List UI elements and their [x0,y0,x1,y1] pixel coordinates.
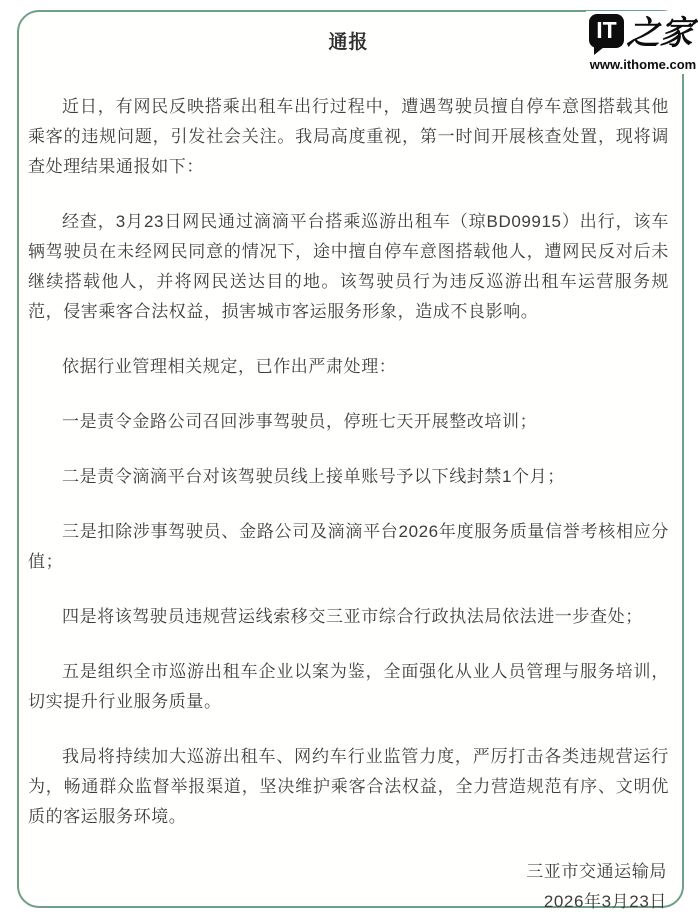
ithome-speech-tail-icon [594,47,604,55]
notice-paragraph-measure-1: 一是责令金路公司召回涉事驾驶员，停班七天开展整改培训； [62,412,538,431]
notice-paragraph-measure-3: 三是扣除涉事驾驶员、金路公司及滴滴平台2026年度服务质量信誉考核相应分值； [28,522,669,571]
notice-paragraph-measure-4: 四是将该驾驶员违规营运线索移交三亚市综合行政执法局依法进一步查处； [62,607,643,626]
ithome-it-text: IT [596,17,617,43]
ithome-logo [586,11,698,74]
notice-card [17,10,684,911]
signature-block [28,857,669,917]
notice-paragraph-intro: 近日，有网民反映搭乘出租车出行过程中，遭遇驾驶员擅自停车意图搭载其他乘客的违规问题，引发社会关注。我局高度重视，第一时间开展核查处置，现将调查处理结果通报如下： [28,97,669,176]
signature-org: 三亚市交通运输局 [526,862,667,881]
ithome-url: www.ithome.com [589,57,697,72]
ithome-it-icon [589,14,624,48]
notice-paragraph-findings: 经查，3月23日网民通过滴滴平台搭乘巡游出租车（琼BD09915）出行，该车辆驾驶员在未经网民同意的情况下，途中擅自停车意图搭载他人，遭网民反对后未继续搭载他人，并将网民送达目的地。该驾驶员行为违反巡游出租车运营服务规范，侵害乘客合法权益，损害城市客运服务形象，造成不良影响。 [28,212,669,321]
notice-paragraph-measure-2: 二是责令滴滴平台对该驾驶员线上接单账号予以下线封禁1个月； [62,467,565,486]
signature-date: 2026年3月23日 [543,892,667,911]
ithome-zhijia-calligraphy: 之家 [625,13,695,52]
notice-paragraph-measure-5: 五是组织全市巡游出租车企业以案为鉴，全面强化从业人员管理与服务培训，切实提升行业服务质量。 [28,662,669,711]
notice-paragraph-closing: 我局将持续加大巡游出租车、网约车行业监管力度，严厉打击各类违规营运行为，畅通群众监督举报渠道，坚决维护乘客合法权益，全力营造规范有序、文明优质的客运服务环境。 [28,747,669,826]
ithome-logo-row [589,12,697,54]
notice-paragraph-basis: 依据行业管理相关规定，已作出严肃处理： [62,357,397,376]
notice-body [28,92,669,832]
notice-title: 通报 [328,32,369,53]
